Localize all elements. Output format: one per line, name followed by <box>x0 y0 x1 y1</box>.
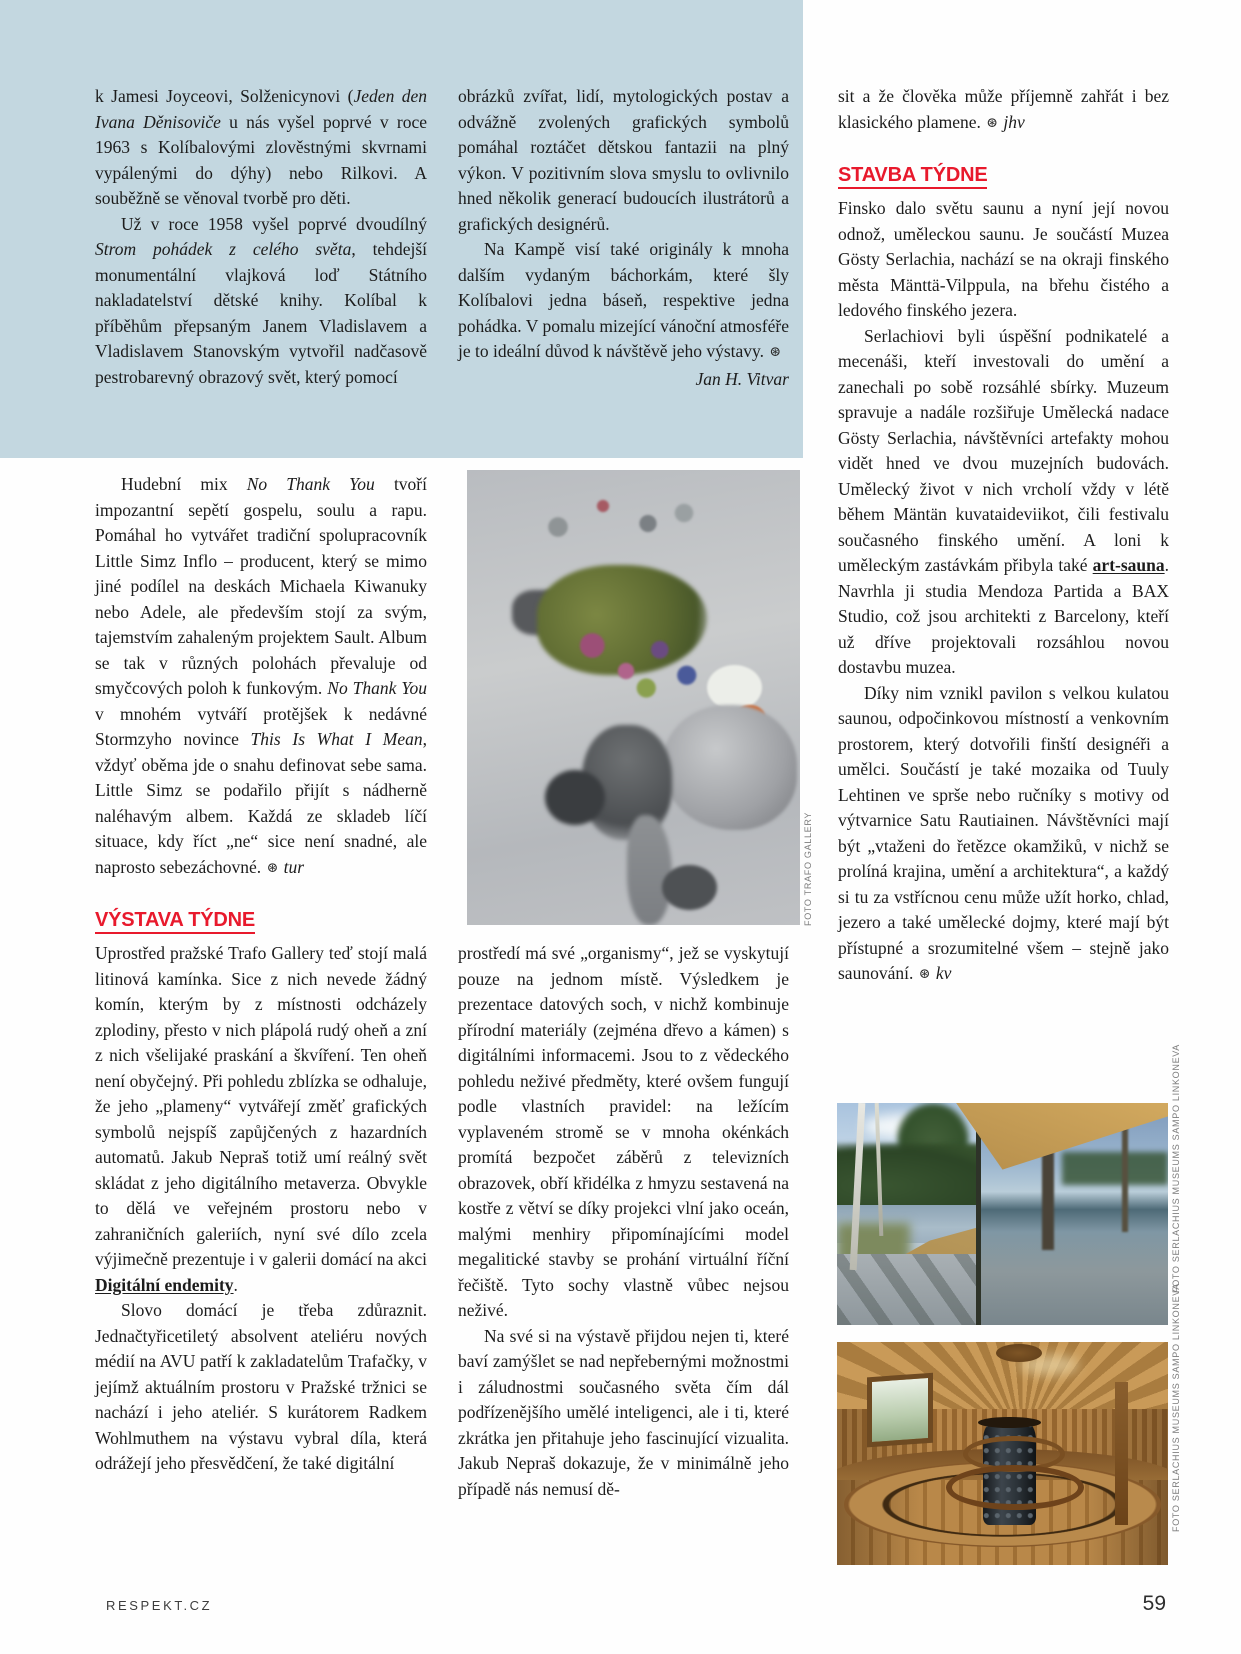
sauna-article-text <box>838 196 1169 989</box>
section-header-stavba-tydne <box>838 163 1169 187</box>
photo-wood-post-shape <box>1115 1382 1128 1525</box>
paragraph <box>95 941 427 1298</box>
exhibition-article-text <box>95 941 427 1477</box>
text-segment: Díky nim vznikl pavilon s velkou kulatou saunou, odpočinkovou místností a venkovním prostorem, který dotvořili finští designéři a umělci. Součástí je také mozaika od Tuuly Lehtinen ve sprše nebo ručníky s motivy od výtvarnice Satu Rautiainen. Návštěvníci mají být „vtaženi do řetězce okamžiků, v nichž se prolíná krajina, umění a architektura“, a každý si tu za vstřícnou cenu může užít horko, chlad, jezero a také umělecké dojmy, které mají být přístupné a srozumitelné všem – stejně jako saunování. <box>838 682 1169 983</box>
text-segment: Digitální endemity <box>95 1274 234 1295</box>
artwork-large-rock-shape <box>662 705 797 830</box>
photo-ceiling-hub-shape <box>996 1344 1042 1362</box>
photo-credit-sauna-exterior: FOTO SERLACHIUS MUSEUMS SAMPO LINKONEVA <box>1171 1043 1181 1293</box>
text-segment: . Navrhla ji studia Mendoza Partida a BAX Studio, což jsou architekti z Barcelony, kteří už dříve projektovali rozsáhlou novou dostavbu muzea. <box>838 555 1169 677</box>
artwork-white-flower-shape <box>707 665 762 710</box>
artwork-stem-shape <box>627 815 672 925</box>
text-segment: u nás vyšel poprvé v roce 1963 s Kolíbalovými zlověstnými skvrnami vypálenými do dýhy) nebo Rilkovi. A souběžně se věnoval tvorbě pro děti. <box>95 111 427 208</box>
text-segment: Už v roce 1958 vyšel poprvé dvoudílný <box>121 213 427 234</box>
sauna-interior-photo <box>837 1342 1168 1565</box>
article-end-mark-icon: ⊛ <box>918 967 931 982</box>
text-segment: Jan H. Vitvar <box>695 368 789 389</box>
photo-stove-top-shape <box>978 1417 1041 1428</box>
text-segment: Na své si na výstavě přijdou nejen ti, které baví zamýšlet se nad nepřebernými možnostmi i záludnostmi současného světa čím dál podřízenějšího umělé inteligenci, ale i ti, které zkrátka jen přitahuje jeho fascinující vizualita. Jakub Nepraš dokazuje, že v minimálně jeho případě nás nemusí dě- <box>458 1325 789 1499</box>
text-segment: v mnohém vytváří protějšek k nedávné Stormzyho novince <box>95 703 427 749</box>
artwork-twigs-shape <box>522 485 702 555</box>
bluebox-column-left <box>95 84 427 390</box>
paragraph <box>838 324 1169 681</box>
text-segment: Jeden den Ivana Děnisoviče <box>95 86 427 132</box>
paragraph <box>95 472 427 882</box>
paragraph <box>95 84 427 212</box>
paragraph <box>95 212 427 391</box>
sauna-exterior-photo <box>837 1103 1168 1325</box>
text-segment: No Thank You <box>246 474 375 494</box>
artwork-flowers-shape <box>572 620 707 705</box>
column-two <box>458 941 789 1502</box>
text-segment: Na Kampě visí také originály k mnoha dalším vydaným báchorkám, které šly Kolíbalovi jedna báseň, respektive jedna pohádka. V pomalu mizející vánoční atmosféře je to ideální důvod k návštěvě jeho výstavy. <box>458 239 789 361</box>
paragraph <box>458 367 789 393</box>
paragraph <box>458 1324 789 1503</box>
photo-stove-rail-shape <box>946 1465 1084 1510</box>
text-segment: Strom pohádek z celého světa <box>95 239 352 259</box>
column-one <box>95 472 427 1477</box>
text-segment: Serlachiovi byli úspěšní podnikatelé a mecenáši, kteří investovali do umění a zanechali po sobě rozsáhlé sbírky. Muzeum spravuje a nadále rozšiřuje Umělecká nadace Gösty Serlachia, návštěvníci artefakty mohou vidět hned ve dvou muzejních budovách. Umělecký život v nich vrcholí vždy v létě během Mäntän kuvataideviikot, čili festivalu současného finského umění. A loni k uměleckým zastávkám přibyla také <box>838 325 1169 575</box>
article-end-mark-icon: ⊛ <box>986 115 998 131</box>
bluebox-column-right <box>458 84 789 392</box>
paragraph <box>95 1298 427 1477</box>
paragraph <box>458 941 789 1324</box>
article-end-mark-icon: ⊛ <box>769 345 782 360</box>
section-header-vystava-tydne <box>95 908 427 932</box>
text-segment: No Thank You <box>327 678 427 698</box>
photo-reflection-trees-shape <box>1062 1152 1168 1185</box>
artwork-black-stone-shape <box>545 770 605 825</box>
text-segment: tur <box>279 856 305 877</box>
text-segment: kv <box>931 963 952 983</box>
section-header-label: STAVBA TÝDNE <box>838 164 987 189</box>
footer-url: RESPEKT.CZ <box>106 1598 213 1613</box>
paragraph <box>838 681 1169 989</box>
text-segment: prostředí má své „organismy“, jež se vyskytují pouze na jednom místě. Výsledkem je prezentace datových soch, v nichž kombinuje přírodní materiály (zejména dřevo a kámen) s digitálními informacemi. Jsou to z vědeckého pohledu neživé předměty, které ovšem fungují podle vlastních pravidel: na ležícím vyplaveném stromě se v mnoha okénkách promítá bezpočet záběrů z televizních obrazovek, obří křidélka z hmyzu sestavená na kostře z větví se díky projekci vlní jako oceán, malými menhiry připomínajícími model megalitické stavby se prohání virtuální říční řečiště. Tyto sochy vlastně vůbec nejsou neživé. <box>458 943 789 1320</box>
photo-window-shape <box>867 1373 933 1448</box>
text-segment: sit a že člověka může příjemně zahřát i bez klasického plamene. <box>838 86 1169 132</box>
text-segment: Hudební mix <box>121 474 247 494</box>
paragraph <box>838 84 1169 137</box>
text-segment: Slovo domácí je třeba zdůraznit. Jednačtyřicetiletý absolvent ateliéru nových médií na AVU patří k zakladatelům Trafačky, v jejímž aktuálním prostoru v Pražské tržnici se nachází i jeho ateliér. S kurátorem Radkem Wohlmuthem na výstavu vybral díla, která odrážejí jeho přesvědčení, že také digitální <box>95 1300 427 1473</box>
photo-tree-trunk-shape <box>1122 1121 1129 1232</box>
text-segment: obrázků zvířat, lidí, mytologických postav a odvážně zvolených grafických symbolů pomáhal roztáčet dětskou fantazii na plný výkon. V pozitivním slova smyslu to ovlivnilo hned několik generací budoucích ilustrátorů a grafických designérů. <box>458 86 789 234</box>
photo-credit-artwork: FOTO TRAFO GALLERY <box>803 811 813 926</box>
column-three-intro-text <box>838 84 1169 137</box>
music-review-text <box>95 472 427 882</box>
paragraph <box>458 84 789 237</box>
text-segment: This Is What I Mean <box>250 729 423 749</box>
page-number: 59 <box>1142 1592 1166 1615</box>
text-segment: Finsko dalo světu saunu a nyní její novou odnož, uměleckou saunu. Je součástí Muzea Gösty Serlachia, nachází se na okraji finského města Mänttä-Vilppula, na břehu čistého a ledového finského jezera. <box>838 198 1169 320</box>
text-segment: . <box>233 1274 238 1295</box>
article-end-mark-icon: ⊛ <box>266 860 279 876</box>
paragraph <box>838 196 1169 324</box>
text-segment: k Jamesi Joyceovi, Solženicynovi ( <box>95 86 354 106</box>
text-segment: , vždyť oběma jde o snahu definovat sebe sama. Little Simz se podařilo přijít s nádherně naléhavým albem. Každá ze skladeb líčí situace, kdy říct „ne“ sice není snadné, ale naprosto sebezáchovné. <box>95 729 428 877</box>
text-segment: , tehdejší monumentální vlajková loď Státního nakladatelství dětské knihy. Kolíbal k příběhům přepsaným Janem Vladislavem a Vladislavem Stanovským vytvořil nadčasově pestrobarevný obrazový svět, který pomocí <box>95 239 427 387</box>
text-segment: art-sauna <box>1092 555 1165 575</box>
text-segment: jhv <box>998 111 1025 132</box>
photo-credit-sauna-interior: FOTO SERLACHIUS MUSEUMS SAMPO LINKONEVA <box>1171 1282 1181 1532</box>
text-segment: tvoří impozantní sepětí gospelu, soulu a rapu. Pomáhal ho vytvářet tradiční spolupracovník Little Simz Inflo – producent, který se mimo jiné podílel na deskách Michaela Kiwanuky nebo Adele, ale především stojí za svým, tajemstvím zahaleným projektem Sault. Album se tak v různých polohách převaluje od smyčcových poloh k funkovým. <box>95 474 427 698</box>
artwork-bottom-stone-shape <box>662 865 717 910</box>
text-segment: Uprostřed pražské Trafo Gallery teď stojí malá litinová kamínka. Sice z nich nevede žádný komín, kterým by z místnosti odcházely zplodiny, přesto v nich plápolá rudý oheň a zní z nich všelijaké praskání a škvíření. Ten oheň není obyčejný. Při pohledu zblízka se odhaluje, že jeho „plameny“ vytvářejí změť grafických symbolů nejspíš zapůjčených z hazardních automatů. Jakub Nepraš totiž umí reálný svět skládat z jeho digitálního metaverza. Obvykle to dělá ve veřejném prostoru nebo v zahraničních galeriích, nyní své dílo zcela výjimečně prezentuje i v galerii domácí na akci <box>95 943 427 1269</box>
artwork-image <box>467 470 800 925</box>
section-header-label: VÝSTAVA TÝDNE <box>95 909 255 934</box>
column-three <box>838 84 1169 989</box>
paragraph <box>458 237 789 367</box>
